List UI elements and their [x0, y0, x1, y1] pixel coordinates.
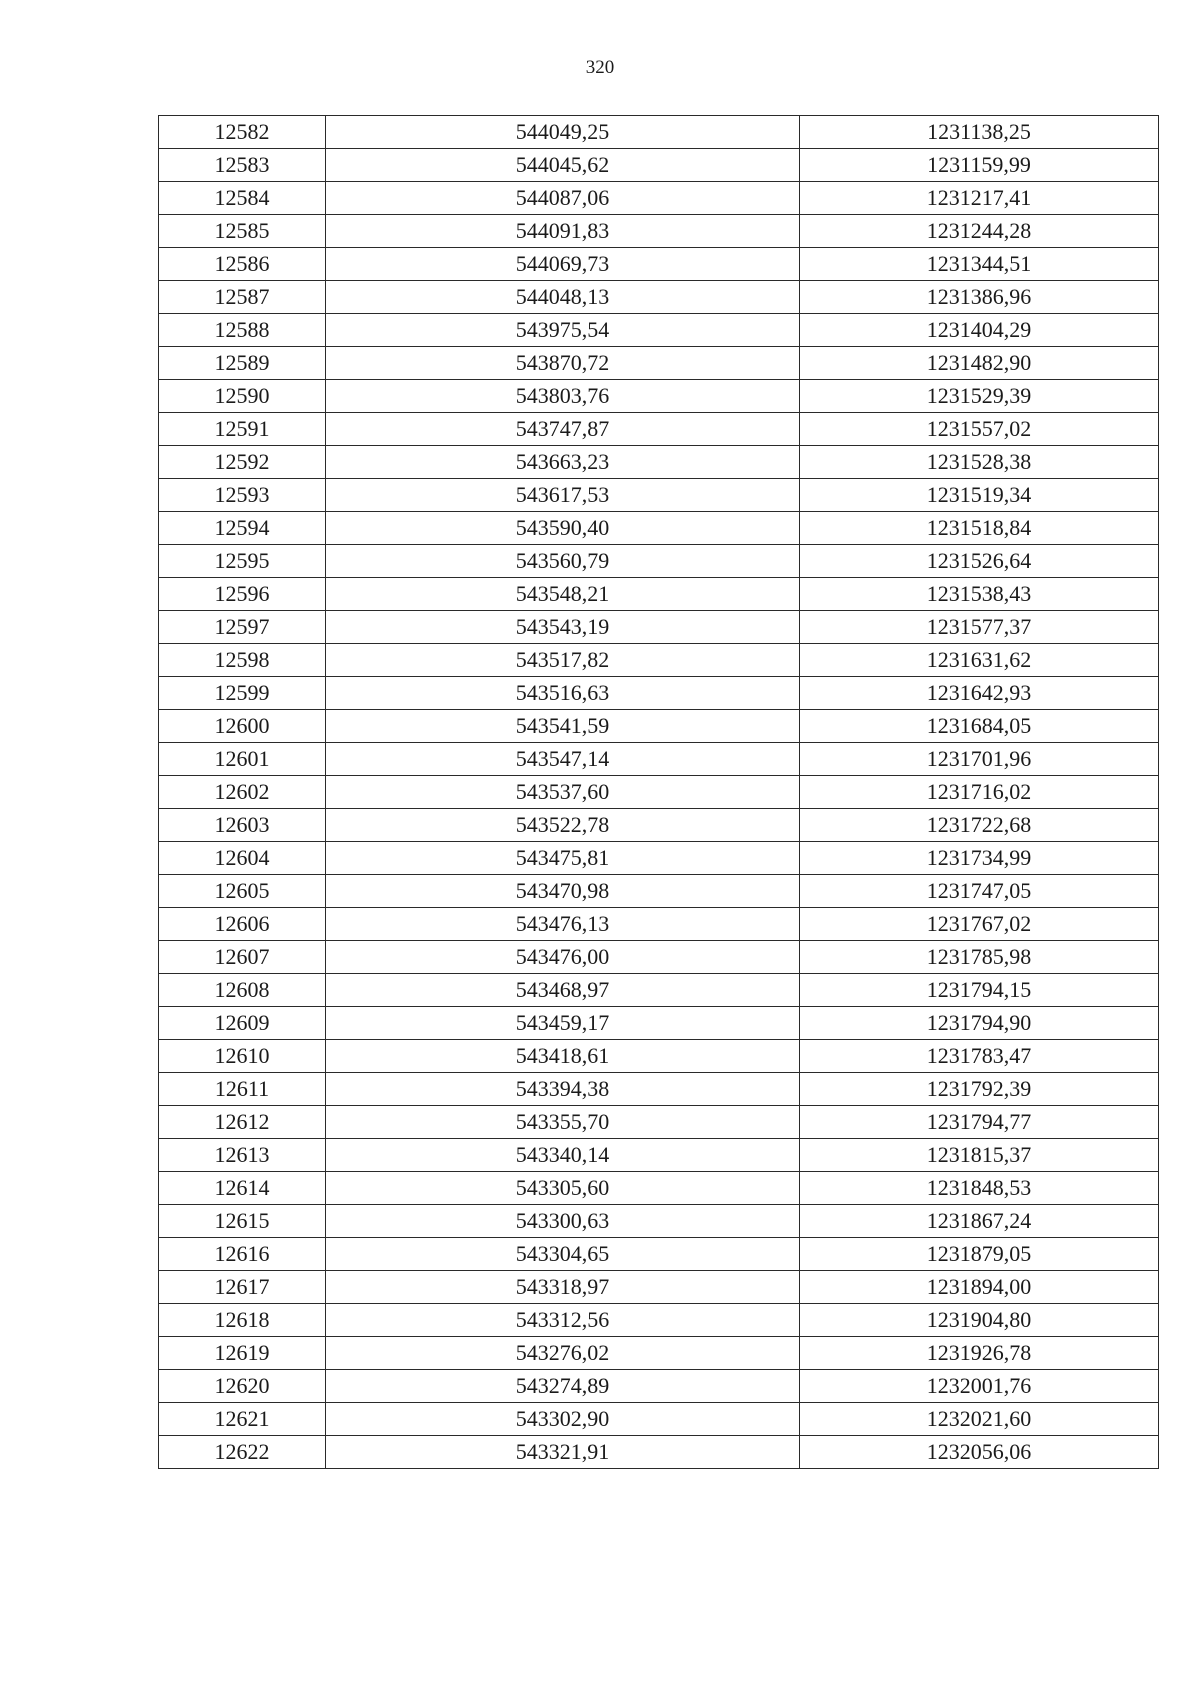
y-coordinate-cell: 1231926,78: [800, 1337, 1159, 1370]
x-coordinate-cell: 543516,63: [326, 677, 800, 710]
table-row: [159, 281, 1159, 314]
x-coordinate-cell: 543340,14: [326, 1139, 800, 1172]
y-coordinate-cell: 1231244,28: [800, 215, 1159, 248]
y-coordinate-cell: 1231538,43: [800, 578, 1159, 611]
x-coordinate-cell: 543355,70: [326, 1106, 800, 1139]
x-coordinate-cell: 543312,56: [326, 1304, 800, 1337]
table-row: [159, 1073, 1159, 1106]
point-number-cell: 12615: [159, 1205, 326, 1238]
table-row: [159, 1172, 1159, 1205]
y-coordinate-cell: 1231722,68: [800, 809, 1159, 842]
point-number-cell: 12603: [159, 809, 326, 842]
table-row: [159, 710, 1159, 743]
x-coordinate-cell: 544087,06: [326, 182, 800, 215]
point-number-cell: 12614: [159, 1172, 326, 1205]
point-number-cell: 12588: [159, 314, 326, 347]
y-coordinate-cell: 1231785,98: [800, 941, 1159, 974]
table-row: [159, 1106, 1159, 1139]
x-coordinate-cell: 543475,81: [326, 842, 800, 875]
point-number-cell: 12585: [159, 215, 326, 248]
x-coordinate-cell: 544091,83: [326, 215, 800, 248]
point-number-cell: 12587: [159, 281, 326, 314]
table-row: [159, 776, 1159, 809]
table-row: [159, 512, 1159, 545]
y-coordinate-cell: 1231894,00: [800, 1271, 1159, 1304]
table-row: [159, 314, 1159, 347]
point-number-cell: 12619: [159, 1337, 326, 1370]
point-number-cell: 12607: [159, 941, 326, 974]
table-row: [159, 1370, 1159, 1403]
point-number-cell: 12593: [159, 479, 326, 512]
table-row: [159, 1139, 1159, 1172]
point-number-cell: 12609: [159, 1007, 326, 1040]
table-row: [159, 347, 1159, 380]
x-coordinate-cell: 543321,91: [326, 1436, 800, 1469]
y-coordinate-cell: 1232001,76: [800, 1370, 1159, 1403]
y-coordinate-cell: 1231518,84: [800, 512, 1159, 545]
x-coordinate-cell: 543543,19: [326, 611, 800, 644]
point-number-cell: 12584: [159, 182, 326, 215]
x-coordinate-cell: 543975,54: [326, 314, 800, 347]
table-row: [159, 974, 1159, 1007]
y-coordinate-cell: 1231642,93: [800, 677, 1159, 710]
y-coordinate-cell: 1232056,06: [800, 1436, 1159, 1469]
y-coordinate-cell: 1231529,39: [800, 380, 1159, 413]
x-coordinate-cell: 543476,00: [326, 941, 800, 974]
x-coordinate-cell: 543517,82: [326, 644, 800, 677]
x-coordinate-cell: 543418,61: [326, 1040, 800, 1073]
x-coordinate-cell: 543747,87: [326, 413, 800, 446]
x-coordinate-cell: 543560,79: [326, 545, 800, 578]
x-coordinate-cell: 543468,97: [326, 974, 800, 1007]
y-coordinate-cell: 1231138,25: [800, 116, 1159, 149]
point-number-cell: 12590: [159, 380, 326, 413]
y-coordinate-cell: 1231528,38: [800, 446, 1159, 479]
y-coordinate-cell: 1231792,39: [800, 1073, 1159, 1106]
y-coordinate-cell: 1231519,34: [800, 479, 1159, 512]
table-row: [159, 413, 1159, 446]
point-number-cell: 12605: [159, 875, 326, 908]
point-number-cell: 12617: [159, 1271, 326, 1304]
x-coordinate-cell: 543470,98: [326, 875, 800, 908]
x-coordinate-cell: 543302,90: [326, 1403, 800, 1436]
table-row: [159, 842, 1159, 875]
x-coordinate-cell: 543304,65: [326, 1238, 800, 1271]
table-row: [159, 182, 1159, 215]
point-number-cell: 12595: [159, 545, 326, 578]
table-row: [159, 215, 1159, 248]
table-row: [159, 875, 1159, 908]
x-coordinate-cell: 543305,60: [326, 1172, 800, 1205]
table-row: [159, 743, 1159, 776]
y-coordinate-cell: 1231879,05: [800, 1238, 1159, 1271]
x-coordinate-cell: 543870,72: [326, 347, 800, 380]
table-row: [159, 677, 1159, 710]
table-row: [159, 446, 1159, 479]
x-coordinate-cell: 543547,14: [326, 743, 800, 776]
table-row: [159, 1205, 1159, 1238]
y-coordinate-cell: 1232021,60: [800, 1403, 1159, 1436]
x-coordinate-cell: 543803,76: [326, 380, 800, 413]
x-coordinate-cell: 544048,13: [326, 281, 800, 314]
y-coordinate-cell: 1231794,15: [800, 974, 1159, 1007]
y-coordinate-cell: 1231159,99: [800, 149, 1159, 182]
point-number-cell: 12598: [159, 644, 326, 677]
table-row: [159, 479, 1159, 512]
x-coordinate-cell: 544045,62: [326, 149, 800, 182]
coordinates-table: [158, 115, 1159, 1469]
x-coordinate-cell: 544069,73: [326, 248, 800, 281]
table-row: [159, 1436, 1159, 1469]
table-row: [159, 149, 1159, 182]
table-row: [159, 1271, 1159, 1304]
y-coordinate-cell: 1231404,29: [800, 314, 1159, 347]
y-coordinate-cell: 1231904,80: [800, 1304, 1159, 1337]
y-coordinate-cell: 1231734,99: [800, 842, 1159, 875]
x-coordinate-cell: 543590,40: [326, 512, 800, 545]
x-coordinate-cell: 543274,89: [326, 1370, 800, 1403]
page-number: 320: [585, 57, 615, 78]
x-coordinate-cell: 543276,02: [326, 1337, 800, 1370]
coordinates-table-body: [159, 116, 1159, 1469]
point-number-cell: 12610: [159, 1040, 326, 1073]
point-number-cell: 12622: [159, 1436, 326, 1469]
point-number-cell: 12620: [159, 1370, 326, 1403]
point-number-cell: 12602: [159, 776, 326, 809]
table-row: [159, 809, 1159, 842]
x-coordinate-cell: 543537,60: [326, 776, 800, 809]
table-row: [159, 908, 1159, 941]
y-coordinate-cell: 1231386,96: [800, 281, 1159, 314]
point-number-cell: 12606: [159, 908, 326, 941]
point-number-cell: 12594: [159, 512, 326, 545]
x-coordinate-cell: 543300,63: [326, 1205, 800, 1238]
table-row: [159, 1040, 1159, 1073]
y-coordinate-cell: 1231701,96: [800, 743, 1159, 776]
y-coordinate-cell: 1231794,77: [800, 1106, 1159, 1139]
y-coordinate-cell: 1231482,90: [800, 347, 1159, 380]
point-number-cell: 12592: [159, 446, 326, 479]
point-number-cell: 12601: [159, 743, 326, 776]
table-row: [159, 545, 1159, 578]
x-coordinate-cell: 543617,53: [326, 479, 800, 512]
x-coordinate-cell: 543476,13: [326, 908, 800, 941]
y-coordinate-cell: 1231577,37: [800, 611, 1159, 644]
y-coordinate-cell: 1231867,24: [800, 1205, 1159, 1238]
y-coordinate-cell: 1231684,05: [800, 710, 1159, 743]
point-number-cell: 12611: [159, 1073, 326, 1106]
y-coordinate-cell: 1231526,64: [800, 545, 1159, 578]
table-row: [159, 644, 1159, 677]
y-coordinate-cell: 1231344,51: [800, 248, 1159, 281]
table-row: [159, 1007, 1159, 1040]
table-row: [159, 1238, 1159, 1271]
y-coordinate-cell: 1231217,41: [800, 182, 1159, 215]
x-coordinate-cell: 543394,38: [326, 1073, 800, 1106]
point-number-cell: 12608: [159, 974, 326, 1007]
point-number-cell: 12583: [159, 149, 326, 182]
table-row: [159, 941, 1159, 974]
point-number-cell: 12621: [159, 1403, 326, 1436]
y-coordinate-cell: 1231631,62: [800, 644, 1159, 677]
y-coordinate-cell: 1231716,02: [800, 776, 1159, 809]
x-coordinate-cell: 543663,23: [326, 446, 800, 479]
y-coordinate-cell: 1231747,05: [800, 875, 1159, 908]
table-row: [159, 380, 1159, 413]
y-coordinate-cell: 1231767,02: [800, 908, 1159, 941]
point-number-cell: 12604: [159, 842, 326, 875]
y-coordinate-cell: 1231794,90: [800, 1007, 1159, 1040]
table-row: [159, 578, 1159, 611]
point-number-cell: 12599: [159, 677, 326, 710]
point-number-cell: 12597: [159, 611, 326, 644]
y-coordinate-cell: 1231848,53: [800, 1172, 1159, 1205]
point-number-cell: 12586: [159, 248, 326, 281]
x-coordinate-cell: 543522,78: [326, 809, 800, 842]
y-coordinate-cell: 1231815,37: [800, 1139, 1159, 1172]
y-coordinate-cell: 1231783,47: [800, 1040, 1159, 1073]
y-coordinate-cell: 1231557,02: [800, 413, 1159, 446]
table-row: [159, 1403, 1159, 1436]
table-row: [159, 248, 1159, 281]
point-number-cell: 12616: [159, 1238, 326, 1271]
point-number-cell: 12582: [159, 116, 326, 149]
x-coordinate-cell: 543459,17: [326, 1007, 800, 1040]
point-number-cell: 12618: [159, 1304, 326, 1337]
table-row: [159, 1337, 1159, 1370]
x-coordinate-cell: 543318,97: [326, 1271, 800, 1304]
point-number-cell: 12596: [159, 578, 326, 611]
point-number-cell: 12589: [159, 347, 326, 380]
point-number-cell: 12600: [159, 710, 326, 743]
point-number-cell: 12591: [159, 413, 326, 446]
x-coordinate-cell: 543541,59: [326, 710, 800, 743]
table-row: [159, 116, 1159, 149]
x-coordinate-cell: 544049,25: [326, 116, 800, 149]
point-number-cell: 12613: [159, 1139, 326, 1172]
point-number-cell: 12612: [159, 1106, 326, 1139]
table-row: [159, 1304, 1159, 1337]
x-coordinate-cell: 543548,21: [326, 578, 800, 611]
table-row: [159, 611, 1159, 644]
